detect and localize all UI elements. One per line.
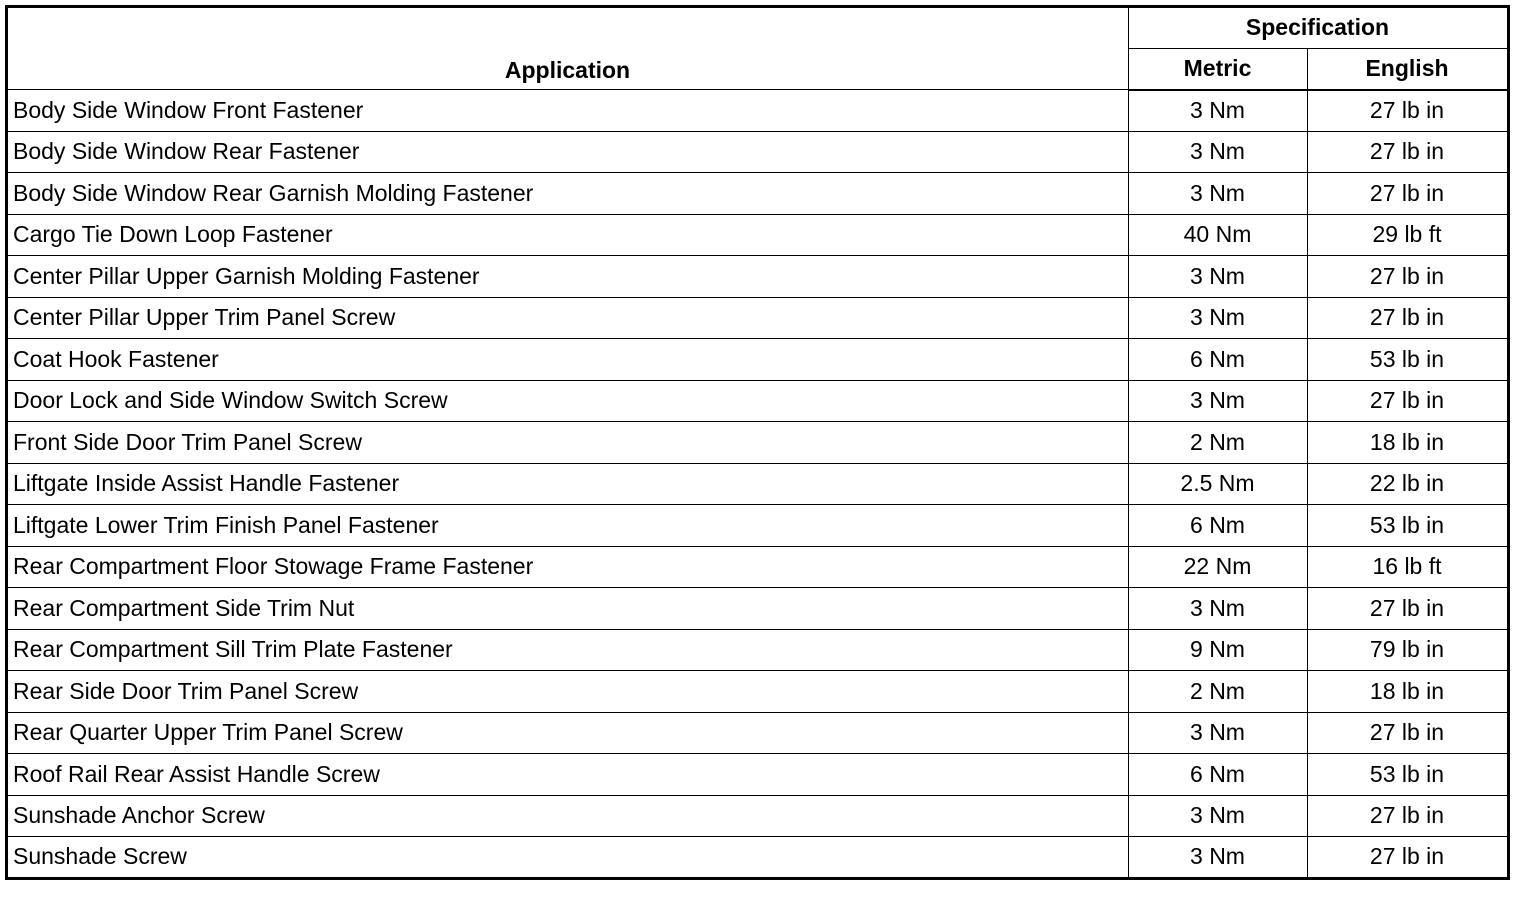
application-cell: Rear Compartment Floor Stowage Frame Fastener	[7, 546, 1129, 588]
table-row	[7, 422, 1509, 464]
metric-cell: 22 Nm	[1129, 546, 1308, 588]
english-cell: 27 lb in	[1308, 837, 1509, 879]
table-row	[7, 629, 1509, 671]
table-row	[7, 256, 1509, 298]
table-row	[7, 546, 1509, 588]
application-cell: Front Side Door Trim Panel Screw	[7, 422, 1129, 464]
table-row	[7, 795, 1509, 837]
metric-cell: 3 Nm	[1129, 131, 1308, 173]
table-row	[7, 339, 1509, 381]
table-header	[7, 7, 1509, 90]
metric-column-header: Metric	[1129, 48, 1308, 90]
metric-cell: 6 Nm	[1129, 505, 1308, 547]
application-cell: Coat Hook Fastener	[7, 339, 1129, 381]
application-cell: Sunshade Screw	[7, 837, 1129, 879]
english-cell: 29 lb ft	[1308, 214, 1509, 256]
english-column-header: English	[1308, 48, 1509, 90]
metric-cell: 9 Nm	[1129, 629, 1308, 671]
english-cell: 27 lb in	[1308, 173, 1509, 215]
application-cell: Door Lock and Side Window Switch Screw	[7, 380, 1129, 422]
metric-cell: 3 Nm	[1129, 90, 1308, 132]
metric-cell: 2 Nm	[1129, 671, 1308, 713]
table-row	[7, 754, 1509, 796]
table-row	[7, 712, 1509, 754]
english-cell: 18 lb in	[1308, 422, 1509, 464]
application-cell: Body Side Window Rear Fastener	[7, 131, 1129, 173]
application-cell: Center Pillar Upper Garnish Molding Fastener	[7, 256, 1129, 298]
specification-group-header: Specification	[1129, 7, 1509, 49]
fastener-specification-table	[5, 5, 1510, 880]
english-cell: 16 lb ft	[1308, 546, 1509, 588]
english-cell: 53 lb in	[1308, 754, 1509, 796]
metric-cell: 2.5 Nm	[1129, 463, 1308, 505]
english-cell: 18 lb in	[1308, 671, 1509, 713]
table-row	[7, 173, 1509, 215]
application-cell: Roof Rail Rear Assist Handle Screw	[7, 754, 1129, 796]
metric-cell: 3 Nm	[1129, 795, 1308, 837]
english-cell: 27 lb in	[1308, 90, 1509, 132]
english-cell: 27 lb in	[1308, 256, 1509, 298]
application-cell: Rear Side Door Trim Panel Screw	[7, 671, 1129, 713]
english-cell: 53 lb in	[1308, 339, 1509, 381]
table-body	[7, 90, 1509, 879]
table-row	[7, 131, 1509, 173]
metric-cell: 3 Nm	[1129, 173, 1308, 215]
application-cell: Body Side Window Rear Garnish Molding Fastener	[7, 173, 1129, 215]
application-cell: Liftgate Inside Assist Handle Fastener	[7, 463, 1129, 505]
english-cell: 53 lb in	[1308, 505, 1509, 547]
metric-cell: 6 Nm	[1129, 339, 1308, 381]
application-cell: Rear Compartment Side Trim Nut	[7, 588, 1129, 630]
metric-cell: 2 Nm	[1129, 422, 1308, 464]
english-cell: 27 lb in	[1308, 380, 1509, 422]
english-cell: 79 lb in	[1308, 629, 1509, 671]
english-cell: 27 lb in	[1308, 712, 1509, 754]
table-row	[7, 214, 1509, 256]
metric-cell: 3 Nm	[1129, 380, 1308, 422]
application-cell: Center Pillar Upper Trim Panel Screw	[7, 297, 1129, 339]
metric-cell: 40 Nm	[1129, 214, 1308, 256]
application-cell: Rear Compartment Sill Trim Plate Fastener	[7, 629, 1129, 671]
table-row	[7, 505, 1509, 547]
english-cell: 27 lb in	[1308, 297, 1509, 339]
english-cell: 22 lb in	[1308, 463, 1509, 505]
table-row	[7, 380, 1509, 422]
table-row	[7, 588, 1509, 630]
english-cell: 27 lb in	[1308, 795, 1509, 837]
metric-cell: 3 Nm	[1129, 712, 1308, 754]
metric-cell: 3 Nm	[1129, 837, 1308, 879]
table-row	[7, 837, 1509, 879]
metric-cell: 6 Nm	[1129, 754, 1308, 796]
application-cell: Cargo Tie Down Loop Fastener	[7, 214, 1129, 256]
application-cell: Rear Quarter Upper Trim Panel Screw	[7, 712, 1129, 754]
table-row	[7, 297, 1509, 339]
english-cell: 27 lb in	[1308, 131, 1509, 173]
application-cell: Body Side Window Front Fastener	[7, 90, 1129, 132]
application-column-header: Application	[7, 7, 1129, 90]
english-cell: 27 lb in	[1308, 588, 1509, 630]
metric-cell: 3 Nm	[1129, 588, 1308, 630]
metric-cell: 3 Nm	[1129, 256, 1308, 298]
table-row	[7, 463, 1509, 505]
application-cell: Liftgate Lower Trim Finish Panel Fastener	[7, 505, 1129, 547]
table-row	[7, 671, 1509, 713]
application-cell: Sunshade Anchor Screw	[7, 795, 1129, 837]
metric-cell: 3 Nm	[1129, 297, 1308, 339]
table-row	[7, 90, 1509, 132]
